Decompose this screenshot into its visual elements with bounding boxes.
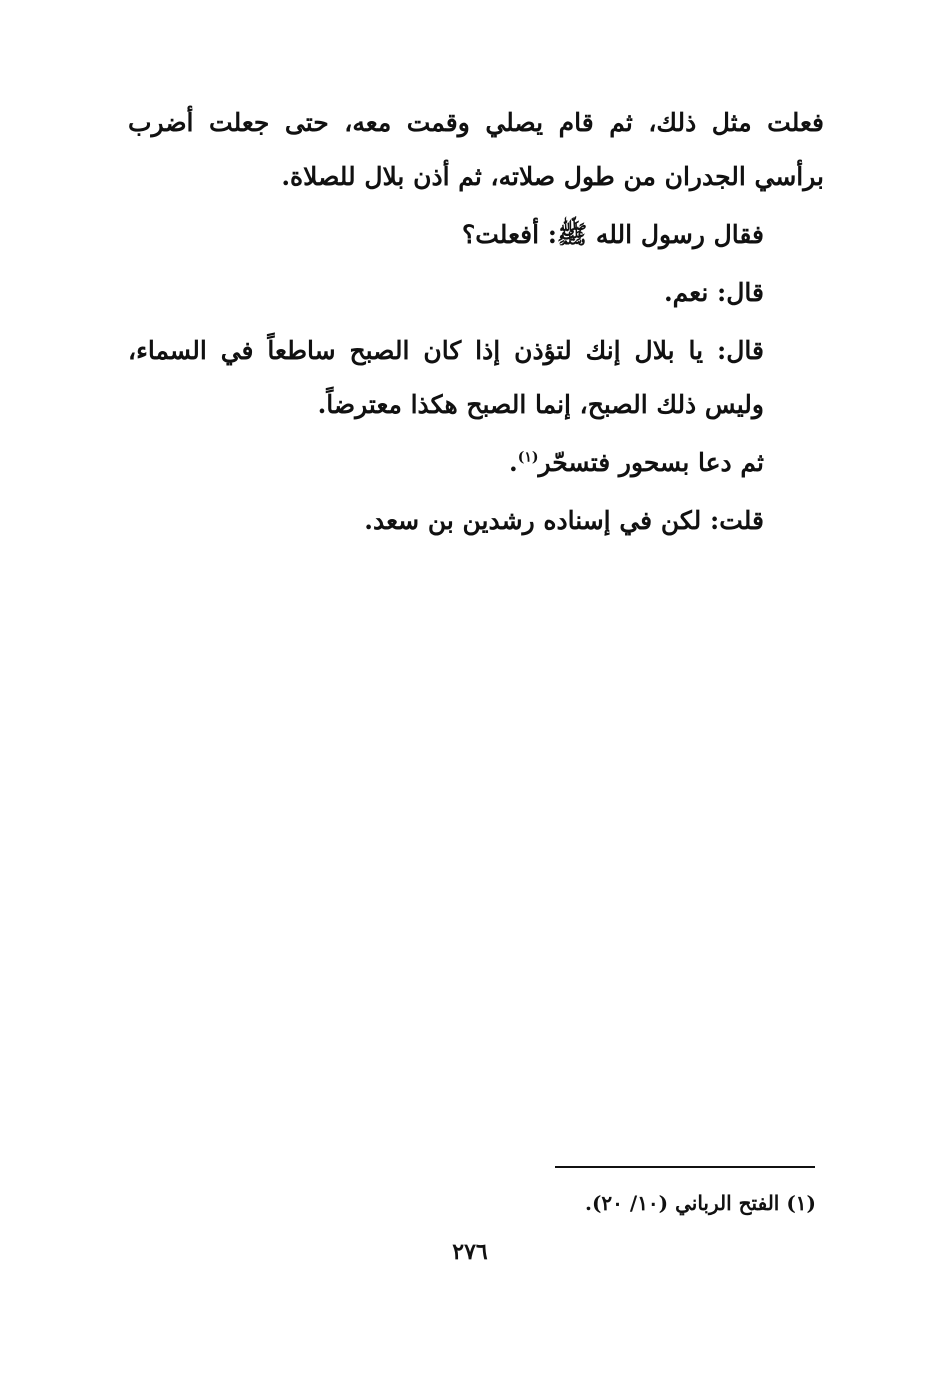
paragraph-5	[128, 436, 824, 490]
paragraph-3	[128, 266, 824, 320]
paragraph-6	[128, 494, 824, 548]
main-text	[128, 96, 824, 552]
paragraph-5-suffix: .	[509, 448, 518, 477]
paragraph-6-text: قلت: لكن في إسناده رشدين بن سعد.	[364, 506, 764, 535]
paragraph-4-text: قال: يا بلال إنك لتؤذن إذا كان الصبح ساطعاً في السماء، وليس ذلك الصبح، إنما الصبح هكذا معترضاً.	[128, 336, 764, 419]
footnote-divider	[555, 1166, 815, 1168]
paragraph-1-text: فعلت مثل ذلك، ثم قام يصلي وقمت معه، حتى جعلت أضرب برأسي الجدران من طول صلاته، ثم أذن بلال للصلاة.	[128, 108, 824, 191]
paragraph-4	[128, 324, 824, 432]
footnote-1-text: (١) الفتح الرباني (١٠/ ٢٠).	[584, 1191, 816, 1215]
paragraph-2	[128, 208, 824, 262]
paragraph-5-text: ثم دعا بسحور فتسحّر	[538, 448, 764, 477]
footnote-reference: (١)	[517, 449, 539, 466]
footnote-1	[400, 1186, 816, 1220]
paragraph-3-text: قال: نعم.	[663, 278, 764, 307]
paragraph-2-text: فقال رسول الله ﷺ: أفعلت؟	[461, 220, 764, 249]
paragraph-1	[128, 96, 824, 204]
page-number: ٢٧٦	[452, 1239, 488, 1265]
